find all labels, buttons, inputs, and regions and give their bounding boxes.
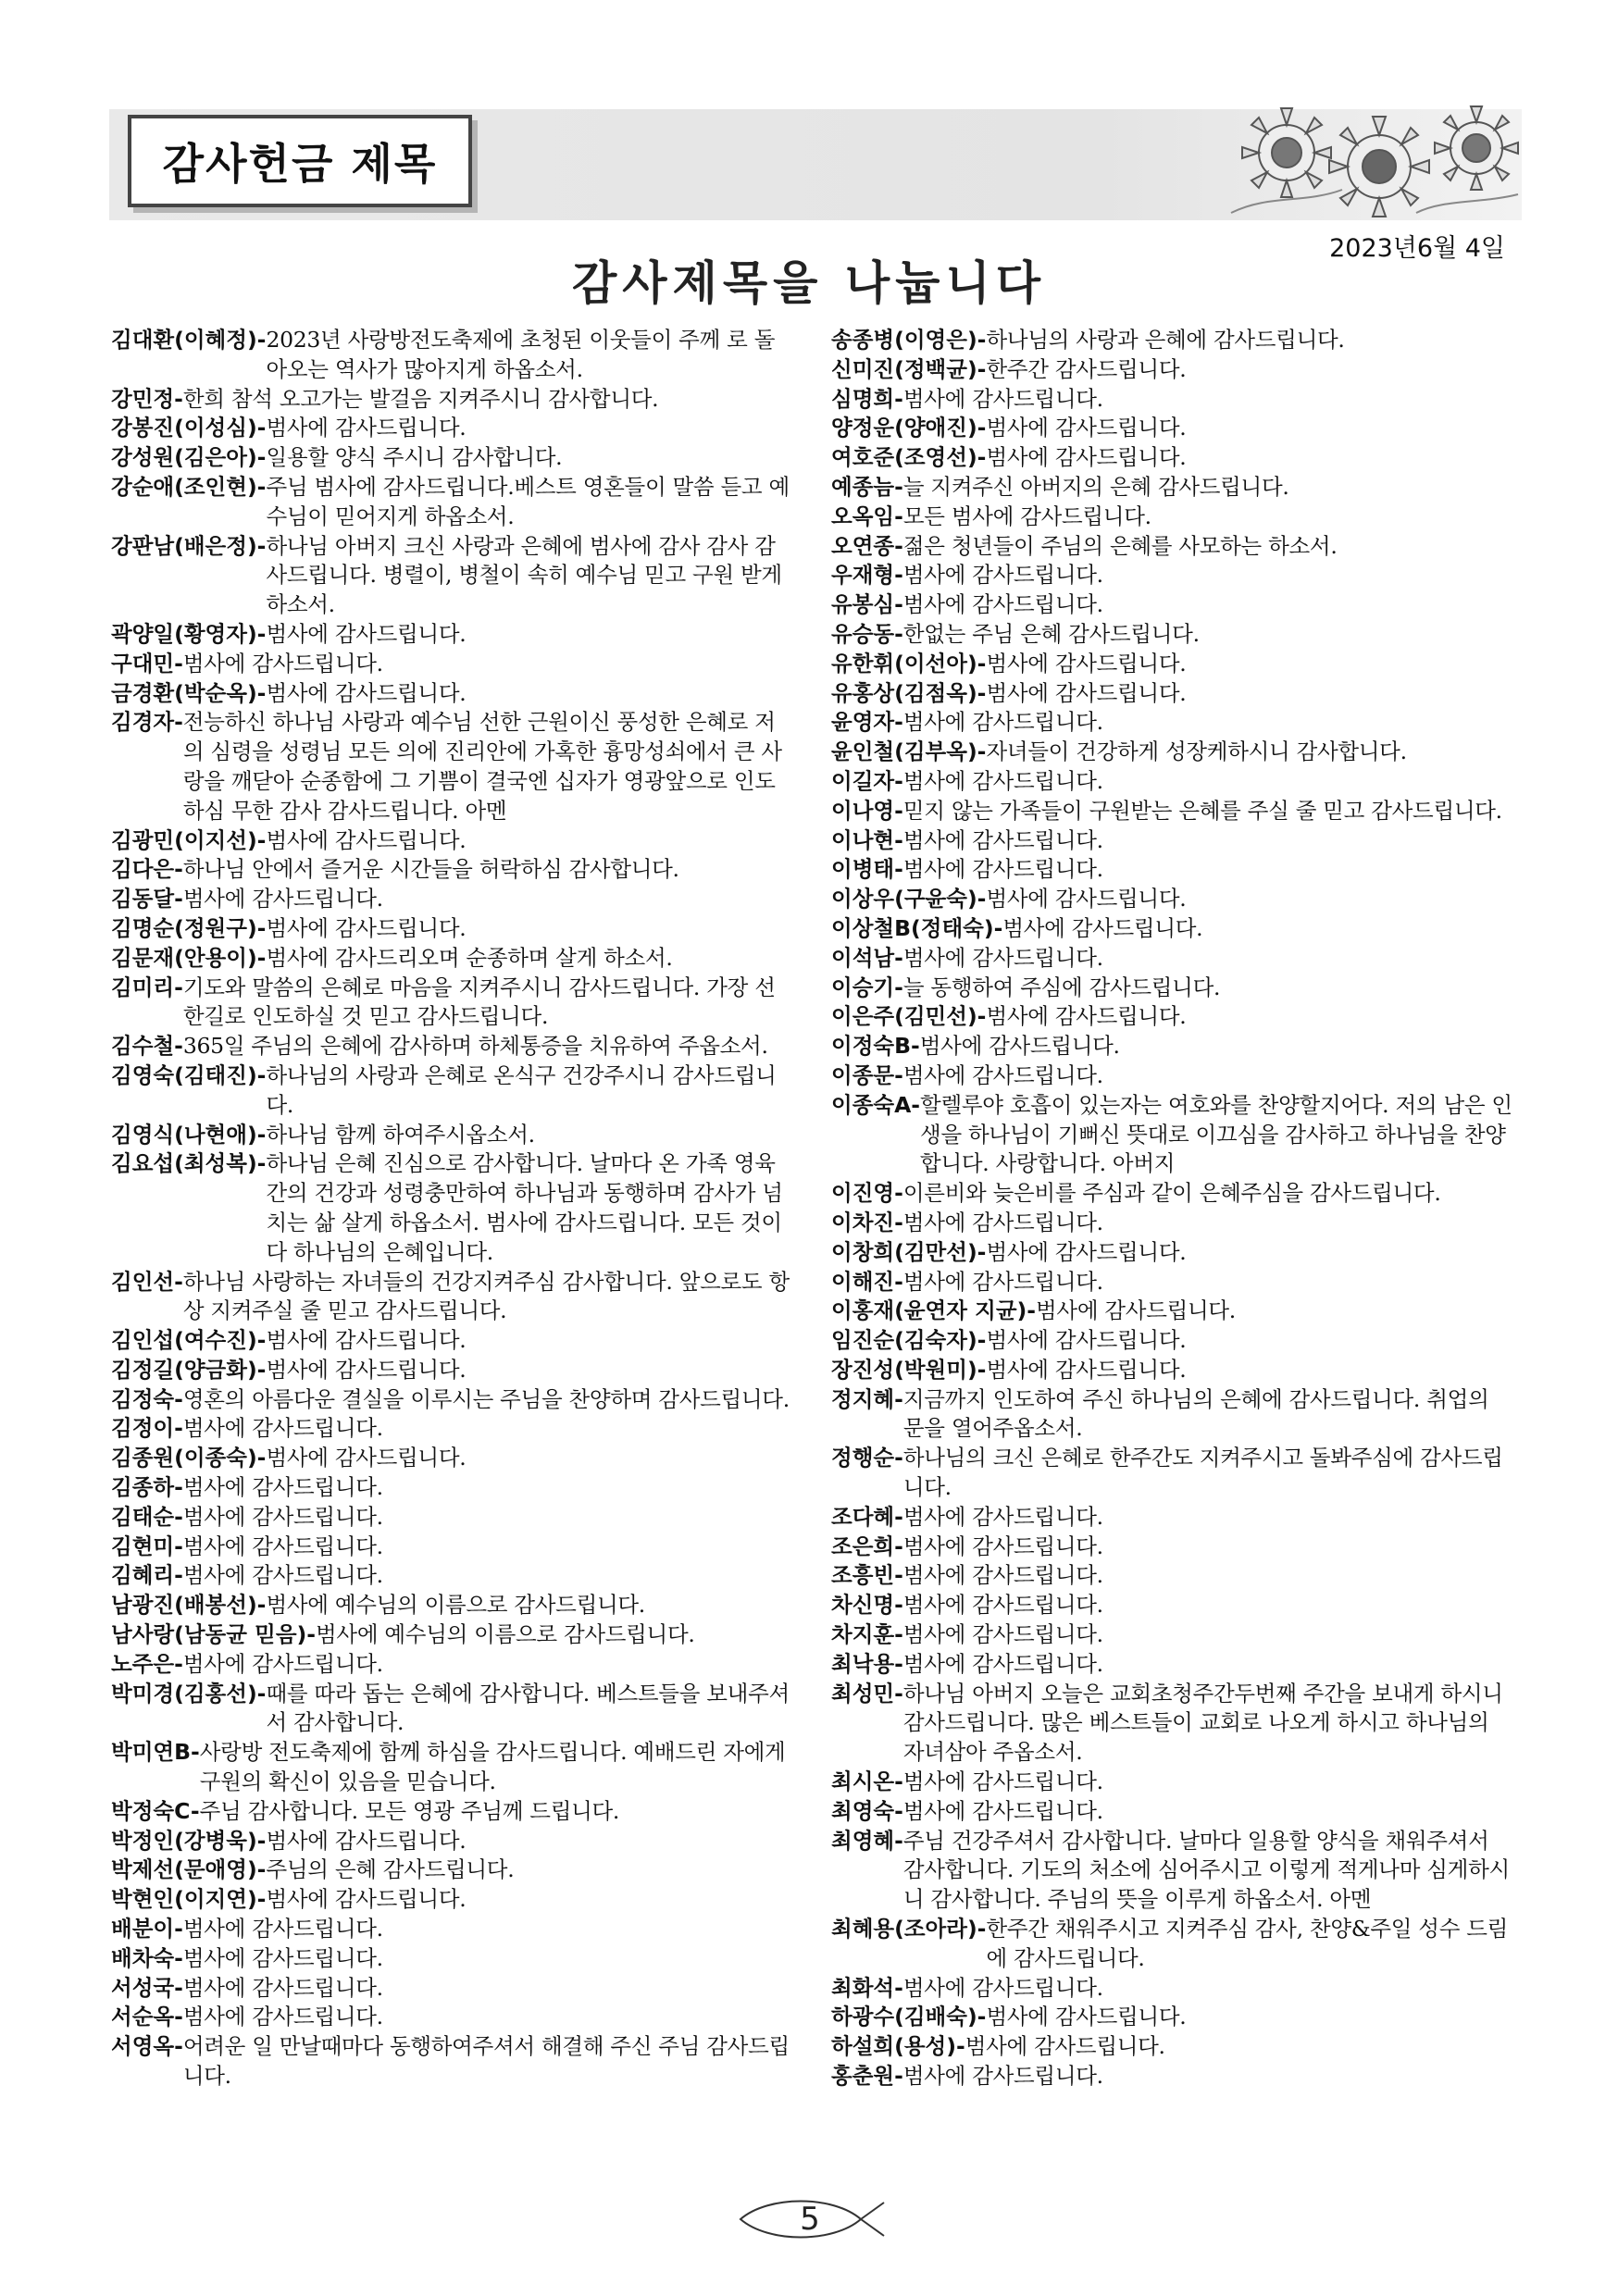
thanks-entry	[111, 1591, 794, 1620]
page-number: 5	[800, 2201, 820, 2238]
entry-text: 하나님 함께 하여주시옵소서.	[266, 1121, 535, 1148]
thanks-entry	[831, 2003, 1516, 2032]
thanks-entry	[831, 767, 1516, 797]
entry-text: 하나님 아버지 오늘은 교회초청주간두번째 주간을 보내게 하시니 감사드립니다. 많은 베스트들이 교회로 나오게 하시고 하나님의 자녀삼아 주옵소서.	[902, 1680, 1503, 1766]
entry-text: 모든 범사에 감사드립니다.	[902, 503, 1151, 529]
entry-text: 2023년 사랑방전도축제에 초청된 이웃들이 주께 로 돌아오는 역사가 많아지게 하옵소서.	[266, 327, 776, 382]
date: 2023년6월 4일	[1329, 234, 1505, 263]
entry-name: 이상철B(정태숙)-	[831, 914, 1003, 941]
entry-text: 할렐루야 호흡이 있는자는 여호와를 찬양할지어다. 저의 남은 인생을 하나님이 기뻐신 뜻대로 이끄심을 감사하고 하나님을 찬양합니다. 사랑합니다. 아버지	[920, 1091, 1512, 1177]
thanks-entry	[831, 1091, 1516, 1179]
thanks-entry	[831, 1032, 1516, 1061]
thanks-entry	[111, 855, 794, 885]
thanks-entry	[831, 914, 1516, 944]
thanks-entry	[831, 2062, 1516, 2091]
thanks-entry	[111, 974, 794, 1033]
entry-text: 범사에 감사드립니다.	[902, 562, 1103, 589]
entry-text: 범사에 감사드립니다.	[266, 1356, 467, 1383]
thanks-entry	[111, 1356, 794, 1385]
thanks-entry	[831, 1768, 1516, 1797]
thanks-entry	[831, 1297, 1516, 1326]
entry-name: 남사랑(남동균 믿음)-	[111, 1621, 317, 1648]
entry-name: 유승동-	[831, 620, 903, 647]
entry-name: 이병태-	[831, 856, 903, 883]
thanks-entry	[831, 1797, 1516, 1827]
entry-name: 박미경(김홍선)-	[111, 1680, 267, 1706]
thanks-entry	[831, 1974, 1516, 2004]
thanks-entry	[111, 1533, 794, 1562]
thanks-entry	[111, 1650, 794, 1680]
thanks-entry	[111, 1268, 794, 1327]
entry-text: 범사에 감사드립니다.	[266, 415, 467, 441]
entry-name: 서영옥-	[111, 2033, 183, 2060]
entry-text: 하나님 안에서 즐거운 시간들을 허락하심 감사합니다.	[182, 856, 679, 883]
thanks-entry	[831, 620, 1516, 650]
entry-text: 범사에 감사드립니다.	[902, 385, 1103, 412]
entry-text: 사랑방 전도축제에 함께 하심을 감사드립니다. 예배드린 자에게 구원의 확신이 있음을 믿습니다.	[199, 1739, 786, 1795]
entry-name: 서성국-	[111, 1974, 183, 2001]
thanks-entry	[831, 1650, 1516, 1680]
entry-text: 범사에 감사드립니다.	[902, 1650, 1103, 1677]
entry-name: 이종숙A-	[831, 1091, 921, 1118]
thanks-entry	[831, 1827, 1516, 1915]
entry-name: 이창희(김만선)-	[831, 1238, 987, 1265]
entry-text: 범사에 감사드립니다.	[902, 1268, 1103, 1295]
thanks-entry	[831, 1385, 1516, 1445]
thanks-entry	[111, 650, 794, 679]
entry-name: 조다혜-	[831, 1503, 903, 1530]
entry-name: 김동달-	[111, 886, 183, 912]
thanks-entry	[831, 532, 1516, 562]
entry-name: 김종하-	[111, 1474, 183, 1501]
entry-text: 한주간 채워주시고 지켜주심 감사, 찬양&주일 성수 드림에 감사드립니다.	[986, 1916, 1509, 1971]
entry-name: 금경환(박순옥)-	[111, 679, 267, 706]
entry-text: 범사에 감사드립니다.	[902, 1797, 1103, 1824]
entry-name: 김요섭(최성복)-	[111, 1150, 267, 1177]
entry-text: 범사에 감사드립니다.	[266, 914, 467, 941]
entry-name: 정행순-	[831, 1445, 903, 1471]
entry-text: 한없는 주님 은혜 감사드립니다.	[902, 620, 1200, 647]
thanks-entry	[111, 1827, 794, 1856]
entry-text: 범사에 감사드립니다.	[266, 1827, 467, 1854]
entry-name: 배분이-	[111, 1916, 183, 1942]
entry-text: 범사에 감사드립니다.	[965, 2033, 1165, 2060]
entry-text: 범사에 감사드립니다.	[986, 1238, 1187, 1265]
entry-text: 범사에 감사드립니다.	[902, 856, 1103, 883]
page-number-badge	[731, 2191, 889, 2247]
entry-name: 박미연B-	[111, 1739, 200, 1766]
entry-name: 오옥임-	[831, 503, 903, 529]
entry-text: 범사에 감사드립니다.	[266, 1445, 467, 1471]
entry-name: 최시온-	[831, 1769, 903, 1795]
entry-text: 범사에 예수님의 이름으로 감사드립니다.	[266, 1592, 645, 1619]
entry-text: 늘 지켜주신 아버지의 은혜 감사드립니다.	[902, 473, 1289, 500]
entry-text: 범사에 감사드립니다.	[902, 1503, 1103, 1530]
entry-name: 김태순-	[111, 1503, 183, 1530]
thanks-entry	[111, 1738, 794, 1797]
thanks-entry	[111, 443, 794, 473]
entry-text: 범사에 감사드립니다.	[986, 1327, 1187, 1354]
entry-name: 박정숙C-	[111, 1797, 200, 1824]
thanks-entry	[831, 797, 1516, 826]
thanks-entry	[831, 2032, 1516, 2062]
entry-name: 김경자-	[111, 709, 183, 736]
thanks-entry	[111, 532, 794, 620]
entry-name: 서순옥-	[111, 2004, 183, 2030]
entry-text: 믿지 않는 가족들이 구원받는 은혜를 주실 줄 믿고 감사드립니다.	[902, 797, 1502, 824]
entry-name: 이홍재(윤연자 지균)-	[831, 1297, 1037, 1324]
thanks-entry	[831, 1444, 1516, 1503]
thanks-entry	[831, 708, 1516, 738]
entry-name: 박제선(문애영)-	[111, 1856, 267, 1883]
entry-name: 우재형-	[831, 562, 903, 589]
entry-text: 범사에 감사드립니다.	[266, 826, 467, 853]
thanks-entry	[111, 1503, 794, 1533]
thanks-entry	[111, 826, 794, 856]
thanks-entry	[111, 1797, 794, 1827]
thanks-entry	[111, 414, 794, 443]
entry-name: 김영식(나현애)-	[111, 1121, 267, 1148]
entry-text: 이른비와 늦은비를 주심과 같이 은혜주심을 감사드립니다.	[902, 1180, 1441, 1207]
entry-text: 지금까지 인도하여 주신 하나님의 은혜에 감사드립니다. 취업의 문을 열어주옵소서.	[902, 1385, 1489, 1442]
thanks-entry	[831, 1680, 1516, 1768]
thanks-entry	[111, 1032, 794, 1061]
thanks-entry	[111, 1944, 794, 1974]
entry-text: 하나님의 크신 은혜로 한주간도 지켜주시고 돌봐주심에 감사드립니다.	[902, 1445, 1503, 1501]
thanks-entry	[831, 1326, 1516, 1356]
thanks-entry	[111, 1915, 794, 1944]
thanks-entry	[831, 1591, 1516, 1620]
page-subtitle: 감사제목을 나눕니다	[571, 255, 1047, 310]
thanks-entry	[111, 1326, 794, 1356]
entry-text: 범사에 감사드립니다.	[986, 1356, 1187, 1383]
entry-text: 범사에 감사드립니다.	[182, 886, 383, 912]
entry-name: 김영숙(김태진)-	[111, 1061, 267, 1088]
thanks-entry	[111, 1680, 794, 1739]
thanks-entry	[831, 1533, 1516, 1562]
entry-name: 박정인(강병욱)-	[111, 1827, 267, 1854]
entry-name: 김광민(이지선)-	[111, 826, 267, 853]
thanks-entry	[111, 914, 794, 944]
thanks-entry	[111, 1385, 794, 1415]
thanks-entry	[831, 326, 1516, 355]
entry-text: 범사에 감사드리오며 순종하며 살게 하소서.	[266, 944, 673, 971]
thanks-entry	[831, 1561, 1516, 1591]
entry-name: 이진영-	[831, 1180, 903, 1207]
entry-name: 차신명-	[831, 1592, 903, 1619]
entry-name: 김혜리-	[111, 1562, 183, 1589]
entry-name: 김정숙-	[111, 1385, 183, 1412]
thanks-entry	[831, 1209, 1516, 1238]
entry-name: 최낙용-	[831, 1650, 903, 1677]
entry-text: 범사에 감사드립니다.	[902, 2063, 1103, 2090]
thanks-entry	[831, 944, 1516, 974]
entry-name: 이석남-	[831, 944, 903, 971]
entry-text: 범사에 감사드립니다.	[902, 1562, 1103, 1589]
thanks-entry	[111, 1444, 794, 1473]
entry-text: 한주간 감사드립니다.	[986, 355, 1187, 382]
entry-name: 김인섭(여수진)-	[111, 1327, 267, 1354]
entry-name: 김명순(정원구)-	[111, 914, 267, 941]
entry-text: 범사에 감사드립니다.	[182, 1533, 383, 1559]
thanks-entry	[111, 326, 794, 385]
entry-name: 오연종-	[831, 532, 903, 559]
entry-name: 최성민-	[831, 1680, 903, 1706]
entry-name: 홍춘원-	[831, 2063, 903, 2090]
entry-text: 범사에 감사드립니다.	[986, 1003, 1187, 1030]
entry-text: 하나님의 사랑과 은혜로 온식구 건강주시니 감사드립니다.	[266, 1061, 777, 1118]
entry-name: 구대민-	[111, 650, 183, 676]
entry-text: 범사에 감사드립니다.	[902, 1209, 1103, 1235]
entry-text: 범사에 감사드립니다.	[986, 650, 1187, 676]
thanks-entry	[111, 1121, 794, 1150]
entry-text: 하나님 사랑하는 자녀들의 건강지켜주심 감사합니다. 앞으로도 항상 지켜주실 줄 믿고 감사드립니다.	[182, 1268, 790, 1324]
entry-text: 범사에 감사드립니다.	[266, 1327, 467, 1354]
entry-text: 범사에 감사드립니다.	[182, 2004, 383, 2030]
entry-name: 최화석-	[831, 1974, 903, 2001]
entry-name: 강성원(김은아)-	[111, 444, 267, 471]
entry-name: 이해진-	[831, 1268, 903, 1295]
thanks-entry	[111, 679, 794, 709]
entry-name: 이승기-	[831, 974, 903, 1000]
entry-name: 곽양일(황영자)-	[111, 620, 267, 647]
sunflower-decoration	[1213, 102, 1527, 222]
thanks-entry	[111, 1620, 794, 1650]
section-title: 감사헌금 제목	[128, 115, 472, 207]
entry-text: 전능하신 하나님 사랑과 예수님 선한 근원이신 풍성한 은혜로 저의 심령을 성령님 모든 의에 진리안에 가혹한 흉망성쇠에서 큰 사랑을 깨닫아 순종함에 그 기쁨이 결국엔 십자가 영광앞으로 인도하심 무한 감사 감사드립니다. 아멘	[182, 709, 782, 824]
entry-name: 여호준(조영선)-	[831, 444, 987, 471]
entry-name: 유홍상(김점옥)-	[831, 679, 987, 706]
entry-name: 장진성(박원미)-	[831, 1356, 987, 1383]
entry-text: 하나님 은혜 진심으로 감사합니다. 날마다 온 가족 영육간의 건강과 성령충만하여 하나님과 동행하며 감사가 넘치는 삶 살게 하옵소서. 범사에 감사드립니다. 모든 것이 다 하나님의 은혜입니다.	[266, 1150, 783, 1265]
entry-text: 범사에 감사드립니다.	[902, 1769, 1103, 1795]
thanks-entry	[111, 1414, 794, 1444]
entry-text: 하나님 아버지 크신 사랑과 은혜에 범사에 감사 감사 감사드립니다. 병렬이, 병철이 속히 예수님 믿고 구원 받게 하소서.	[266, 532, 782, 618]
entry-name: 강순애(조인현)-	[111, 473, 267, 500]
entry-text: 범사에 감사드립니다.	[182, 1944, 383, 1971]
entry-text: 범사에 감사드립니다.	[182, 1415, 383, 1442]
thanks-entry	[111, 1974, 794, 2004]
entry-text: 범사에 감사드립니다.	[902, 944, 1103, 971]
entry-text: 일용할 양식 주시니 감사합니다.	[266, 444, 563, 471]
entry-text: 범사에 감사드립니다.	[182, 1562, 383, 1589]
entry-text: 범사에 감사드립니다.	[902, 767, 1103, 794]
entry-name: 예종늠-	[831, 473, 903, 500]
thanks-entry	[111, 1561, 794, 1591]
entry-name: 정지혜-	[831, 1385, 903, 1412]
entry-text: 범사에 감사드립니다.	[902, 709, 1103, 736]
thanks-entry	[831, 1061, 1516, 1091]
entry-text: 주님 범사에 감사드립니다.베스트 영혼들이 말씀 듣고 예수님이 믿어지게 하옵소서.	[266, 473, 790, 529]
entry-name: 최영혜-	[831, 1827, 903, 1854]
entry-text: 주님의 은혜 감사드립니다.	[266, 1856, 515, 1883]
thanks-entry	[111, 473, 794, 532]
thanks-entry	[831, 473, 1516, 503]
entry-text: 범사에 감사드립니다.	[266, 620, 467, 647]
thanks-entry	[831, 855, 1516, 885]
entry-text: 범사에 감사드립니다.	[902, 1533, 1103, 1559]
entry-text: 범사에 감사드립니다.	[986, 679, 1187, 706]
entry-text: 범사에 감사드립니다.	[902, 1061, 1103, 1088]
entry-name: 김수철-	[111, 1033, 183, 1060]
entry-name: 김정길(양금화)-	[111, 1356, 267, 1383]
entry-name: 강민정-	[111, 385, 183, 412]
entry-text: 하나님의 사랑과 은혜에 감사드립니다.	[986, 327, 1345, 353]
entry-text: 범사에 감사드립니다.	[986, 886, 1187, 912]
entry-text: 어려운 일 만날때마다 동행하여주셔서 해결해 주신 주님 감사드립니다.	[182, 2033, 790, 2090]
entry-name: 윤영자-	[831, 709, 903, 736]
entry-text: 때를 따라 돕는 은혜에 감사합니다. 베스트들을 보내주셔서 감사합니다.	[266, 1680, 790, 1736]
left-column	[111, 326, 794, 2091]
thanks-entry	[831, 355, 1516, 385]
entry-name: 신미진(정백균)-	[831, 355, 987, 382]
entry-name: 박현인(이지연)-	[111, 1886, 267, 1913]
thanks-entry	[831, 1238, 1516, 1268]
entry-name: 하설희(용성)-	[831, 2033, 965, 2060]
thanks-entry	[831, 650, 1516, 679]
thanks-entry	[831, 443, 1516, 473]
entry-text: 범사에 감사드립니다.	[902, 591, 1103, 618]
entry-name: 김대환(이혜정)-	[111, 327, 267, 353]
entry-name: 윤인철(김부옥)-	[831, 738, 987, 765]
entry-text: 주님 감사합니다. 모든 영광 주님께 드립니다.	[199, 1797, 620, 1824]
thanks-entry	[831, 1356, 1516, 1385]
entry-name: 이종문-	[831, 1061, 903, 1088]
thanks-entry	[831, 385, 1516, 415]
entry-name: 이차진-	[831, 1209, 903, 1235]
entry-text: 범사에 감사드립니다.	[182, 1974, 383, 2001]
entry-name: 이상우(구윤숙)-	[831, 886, 987, 912]
entry-text: 범사에 감사드립니다.	[182, 1474, 383, 1501]
entry-text: 범사에 감사드립니다.	[919, 1033, 1120, 1060]
entry-name: 하광수(김배숙)-	[831, 2004, 987, 2030]
entry-name: 유한휘(이선아)-	[831, 650, 987, 676]
thanks-entry	[831, 885, 1516, 914]
entry-name: 이은주(김민선)-	[831, 1003, 987, 1030]
entry-name: 임진순(김숙자)-	[831, 1327, 987, 1354]
entry-name: 김문재(안용이)-	[111, 944, 267, 971]
entry-name: 조흥빈-	[831, 1562, 903, 1589]
entry-name: 노주은-	[111, 1650, 183, 1677]
entry-text: 범사에 감사드립니다.	[182, 1503, 383, 1530]
thanks-entry	[831, 1915, 1516, 1974]
entry-text: 늘 동행하여 주심에 감사드립니다.	[902, 974, 1221, 1000]
thanks-entry	[831, 414, 1516, 443]
entry-name: 강판남(배은정)-	[111, 532, 267, 559]
entry-text: 범사에 감사드립니다.	[902, 1621, 1103, 1648]
thanks-entry	[831, 1268, 1516, 1297]
entry-name: 최영숙-	[831, 1797, 903, 1824]
entry-text: 젊은 청년들이 주님의 은혜를 사모하는 하소서.	[902, 532, 1338, 559]
entry-text: 자녀들이 건강하게 성장케하시니 감사합니다.	[986, 738, 1407, 765]
entry-text: 범사에 감사드립니다.	[902, 826, 1103, 853]
entry-name: 김미리-	[111, 974, 183, 1000]
thanks-entry	[111, 2032, 794, 2091]
entry-text: 범사에 감사드립니다.	[902, 1974, 1103, 2001]
entry-text: 영혼의 아름다운 결실을 이루시는 주님을 찬양하며 감사드립니다.	[182, 1385, 790, 1412]
thanks-entry	[111, 1855, 794, 1885]
entry-text: 범사에 감사드립니다.	[182, 650, 383, 676]
entry-name: 송종병(이영은)-	[831, 327, 987, 353]
thanks-entry	[111, 2003, 794, 2032]
entry-name: 김정이-	[111, 1415, 183, 1442]
entry-text: 범사에 감사드립니다.	[266, 679, 467, 706]
entry-name: 배차숙-	[111, 1944, 183, 1971]
entry-text: 범사에 감사드립니다.	[986, 2004, 1187, 2030]
entry-text: 범사에 감사드립니다.	[1036, 1297, 1236, 1324]
thanks-entry	[831, 561, 1516, 590]
thanks-entry	[831, 1002, 1516, 1032]
entry-name: 이나영-	[831, 797, 903, 824]
entry-name: 김현미-	[111, 1533, 183, 1559]
thanks-entry	[111, 1061, 794, 1121]
entry-text: 범사에 감사드립니다.	[266, 1886, 467, 1913]
thanks-entry	[111, 1473, 794, 1503]
entry-name: 김종원(이종숙)-	[111, 1445, 267, 1471]
entry-name: 김다은-	[111, 856, 183, 883]
thanks-entry	[111, 1149, 794, 1267]
entry-name: 차지훈-	[831, 1621, 903, 1648]
entry-name: 유봉심-	[831, 591, 903, 618]
entry-text: 범사에 감사드립니다.	[902, 1592, 1103, 1619]
entry-name: 강봉진(이성심)-	[111, 415, 267, 441]
entry-text: 범사에 감사드립니다.	[986, 444, 1187, 471]
entry-text: 범사에 감사드립니다.	[182, 1650, 383, 1677]
right-column	[831, 326, 1516, 2091]
entry-text: 범사에 감사드립니다.	[182, 1916, 383, 1942]
entry-text: 범사에 예수님의 이름으로 감사드립니다.	[316, 1621, 695, 1648]
entry-name: 최혜용(조아라)-	[831, 1916, 987, 1942]
thanks-entry	[111, 385, 794, 415]
thanks-entry	[831, 738, 1516, 767]
entry-name: 이정숙B-	[831, 1033, 920, 1060]
entry-name: 이길자-	[831, 767, 903, 794]
thanks-entry	[111, 944, 794, 974]
thanks-entry	[831, 826, 1516, 856]
entry-name: 심명희-	[831, 385, 903, 412]
entry-text: 주님 건강주셔서 감사합니다. 날마다 일용할 양식을 채워주셔서 감사합니다. 기도의 처소에 심어주시고 이렇게 적게나마 심게하시니 감사합니다. 주님의 뜻을 이루게 하옵소서. 아멘	[902, 1827, 1510, 1913]
entry-text: 범사에 감사드립니다.	[1002, 914, 1203, 941]
thanks-entry	[111, 1885, 794, 1915]
entry-name: 남광진(배봉선)-	[111, 1592, 267, 1619]
thanks-entry	[831, 590, 1516, 620]
thanks-entry	[831, 974, 1516, 1003]
entry-text: 365일 주님의 은혜에 감사하며 하체통증을 치유하여 주옵소서.	[182, 1033, 768, 1060]
thanks-entry	[831, 503, 1516, 532]
thanks-entry	[111, 708, 794, 825]
entry-name: 조은희-	[831, 1533, 903, 1559]
thanks-entry	[111, 885, 794, 914]
entry-name: 김인선-	[111, 1268, 183, 1295]
entry-text: 범사에 감사드립니다.	[986, 415, 1187, 441]
thanks-entry	[831, 1179, 1516, 1209]
entry-text: 한희 참석 오고가는 발걸음 지켜주시니 감사합니다.	[182, 385, 659, 412]
thanks-entry	[111, 620, 794, 650]
thanks-entry	[831, 1620, 1516, 1650]
entry-name: 양정운(양애진)-	[831, 415, 987, 441]
thanks-entry	[831, 679, 1516, 709]
entry-name: 이나현-	[831, 826, 903, 853]
entry-text: 기도와 말씀의 은혜로 마음을 지켜주시니 감사드립니다. 가장 선한길로 인도하실 것 믿고 감사드립니다.	[182, 974, 776, 1030]
thanks-entry	[831, 1503, 1516, 1533]
